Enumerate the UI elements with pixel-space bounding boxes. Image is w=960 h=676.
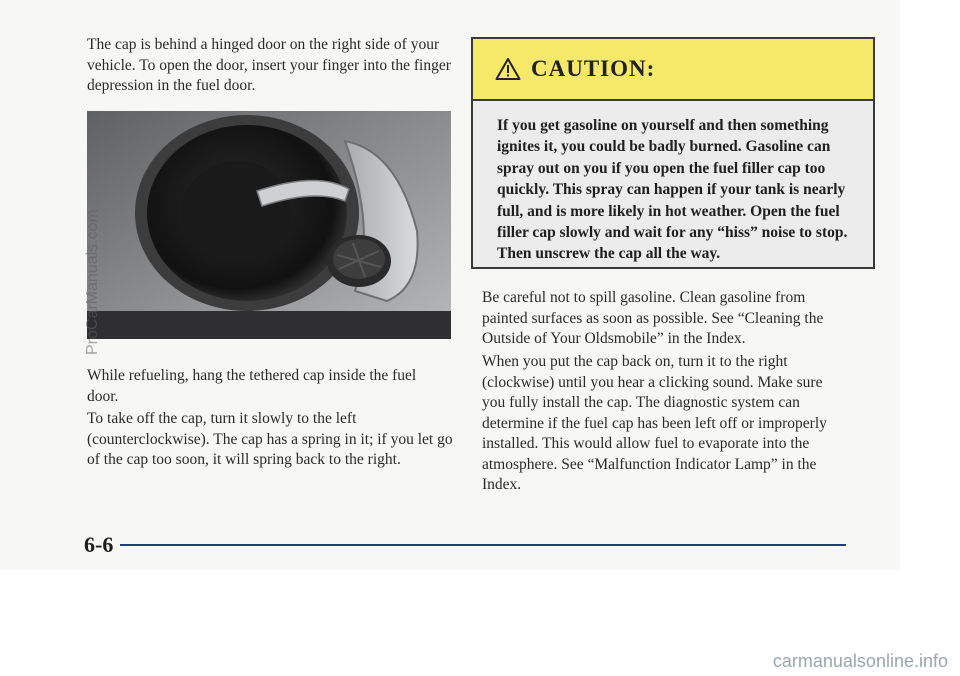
refueling-paragraph: While refueling, hang the tethered cap inside the fuel door. bbox=[87, 367, 417, 405]
warning-triangle-icon bbox=[495, 57, 521, 81]
spill-paragraph: Be careful not to spill gasoline. Clean gasoline from painted surfaces as soon as possible. See “Cleaning the Outside of Your Oldsmobile” in the Index. bbox=[482, 289, 824, 347]
bottom-watermark: carmanualsonline.info bbox=[772, 651, 948, 671]
caution-box bbox=[471, 37, 875, 269]
caution-warning-text: If you get gasoline on yourself and then something ignites it, you could be badly burned. Gasoline can spray out on you if you open the fuel filler cap too quickly. This spray can happen if your tank is nearly full, and is more likely in hot weather. Open the fuel filler cap slowly and wait for any “hiss” noise to stop. Then unscrew the cap all the way. bbox=[497, 117, 848, 263]
caution-title: CAUTION: bbox=[531, 56, 656, 81]
fuel-door-photo bbox=[87, 111, 451, 339]
remove-cap-paragraph: To take off the cap, turn it slowly to the left (counterclockwise). The cap has a spring in it; if you let go of the cap too soon, it will spring back to the right. bbox=[87, 410, 453, 468]
caution-header bbox=[473, 39, 873, 101]
install-cap-paragraph: When you put the cap back on, turn it to the right (clockwise) until you hear a clicking sound. Make sure you fully install the cap. The diagnostic system can determine if the fuel cap has been left off or improperly installed. This would allow fuel to evaporate into the atmosphere. See “Malfunction Indicator Lamp” in the Index. bbox=[482, 353, 827, 493]
footer-rule bbox=[120, 544, 846, 546]
side-watermark: ProCarManuals.com bbox=[84, 209, 101, 355]
page-number: 6-6 bbox=[84, 532, 114, 557]
fuel-door-intro-paragraph: The cap is behind a hinged door on the right side of your vehicle. To open the door, insert your finger into the finger depression in the fuel door. bbox=[87, 36, 451, 94]
